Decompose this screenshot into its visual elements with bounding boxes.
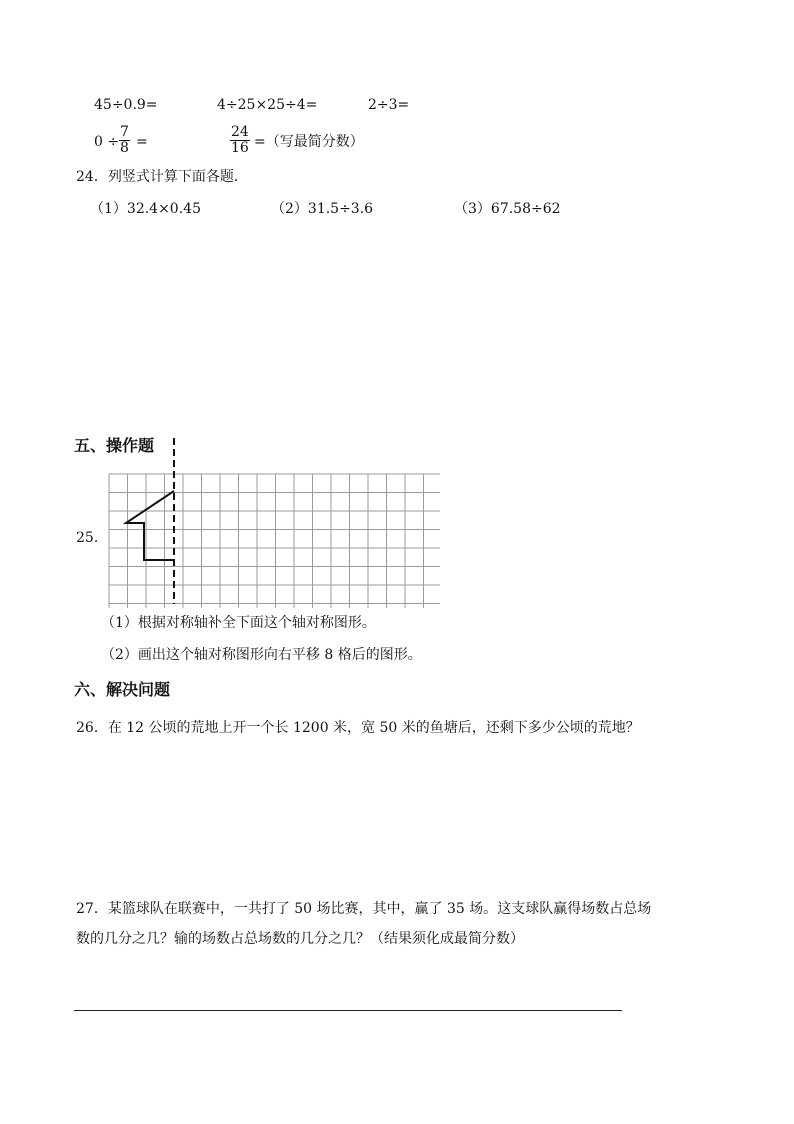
section-5-title: 五、操作题: [74, 436, 155, 455]
question-24-item-1: （1）32.4×0.45: [90, 201, 201, 217]
calc-item-4-suffix: =: [136, 134, 148, 150]
fraction-seven-eighths: [119, 125, 130, 156]
section-6-title: 六、解决问题: [74, 680, 171, 699]
question-25-instruction-1: （1）根据对称轴补全下面这个轴对称图形。: [101, 615, 376, 631]
calc-item-4-prefix: 0 ÷: [94, 134, 120, 150]
question-24-title: 24．列竖式计算下面各题．: [76, 169, 248, 185]
fraction-numerator: 7: [120, 124, 129, 140]
question-25-instruction-2: （2）画出这个轴对称图形向右平移 8 格后的图形。: [101, 647, 422, 663]
calc-item-3: 2÷3=: [368, 97, 410, 113]
question-24-item-2: （2）31.5÷3.6: [271, 201, 374, 217]
question-25-number: 25．: [76, 530, 108, 546]
calc-item-5-suffix: =（写最简分数）: [254, 134, 364, 150]
fraction-denominator: 8: [120, 140, 129, 156]
calc-item-1: 45÷0.9=: [94, 97, 158, 113]
answer-line: [74, 1010, 622, 1011]
symmetry-grid-svg: [108, 438, 440, 608]
fraction-numerator: 24: [231, 124, 249, 140]
calc-item-2: 4÷25×25÷4=: [217, 97, 318, 113]
fraction-24-16: [230, 125, 250, 156]
question-27-line-1: 27．某篮球队在联赛中，一共打了 50 场比赛，其中，赢了 35 场。这支球队赢得场数占总场: [76, 901, 652, 917]
question-26-text: 26．在 12 公顷的荒地上开一个长 1200 米，宽 50 米的鱼塘后，还剩下多少公顷的荒地？: [76, 720, 640, 736]
fraction-denominator: 16: [231, 140, 249, 156]
question-27-line-2: 数的几分之几？输的场数占总场数的几分之几？（结果须化成最简分数）: [76, 931, 524, 947]
question-24-item-3: （3）67.58÷62: [454, 201, 561, 217]
half-figure-shape: [126, 491, 174, 560]
symmetry-grid: [108, 438, 440, 612]
